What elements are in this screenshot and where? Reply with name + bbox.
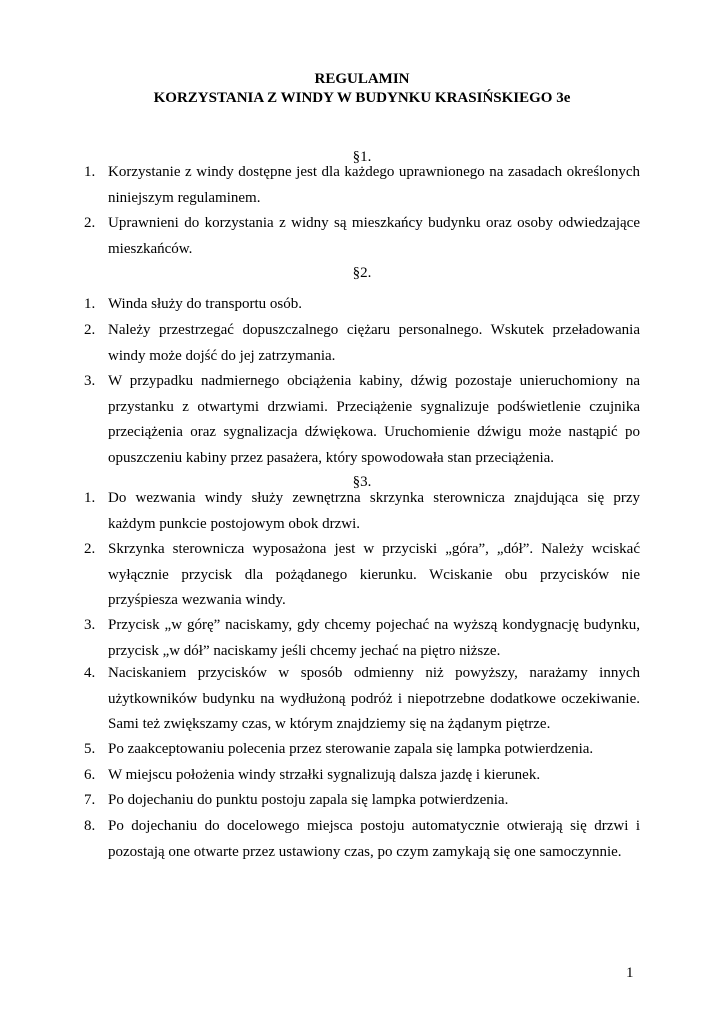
item-number: 2. (84, 215, 96, 231)
item-number: 4. (84, 665, 96, 681)
section-3-item-5 (84, 737, 640, 763)
item-number: 3. (84, 617, 96, 633)
section-1-item-1 (84, 160, 640, 211)
section-1-item-2 (84, 211, 640, 262)
item-number: 2. (84, 541, 96, 557)
section-2-item-3 (84, 369, 640, 471)
section-2-item-2 (84, 318, 640, 369)
item-number: 7. (84, 792, 96, 808)
section-3-item-4 (84, 661, 640, 738)
item-text: Naciskaniem przycisków w sposób odmienny niż powyższy, narażamy innych użytkowników budynku na wydłużoną podróż i niepotrzebne dodatkowe oczekiwanie. Sami też zwiększamy czas, w którym znajdziemy się na żądanym piętrze. (108, 665, 640, 732)
item-number: 1. (84, 164, 96, 180)
item-text: Po zaakceptowaniu polecenia przez sterowanie zapala się lampka potwierdzenia. (108, 741, 594, 757)
section-3-item-1 (84, 486, 640, 537)
section-2-heading: §2. (352, 265, 372, 281)
item-text: W przypadku nadmiernego obciążenia kabiny, dźwig pozostaje unieruchomiony na przystanku z otwartymi drzwiami. Przeciążenie sygnalizuje podświetlenie czujnika przeciążenia oraz sygnalizacja dźwiękowa. Uruchomienie dźwigu może nastąpić po opuszczeniu kabiny przez pasażera, który spowodowała stan przeciążenia. (108, 373, 640, 466)
item-number: 2. (84, 322, 96, 338)
section-3-item-8 (84, 814, 640, 865)
item-number: 1. (84, 490, 96, 506)
item-number: 8. (84, 818, 96, 834)
section-3-item-3 (84, 613, 640, 664)
item-text: Skrzynka sterownicza wyposażona jest w przyciski „góra”, „dół”. Należy wciskać wyłącznie przycisk dla pożądanego kierunku. Wciskanie obu przycisków nie przyśpiesza wezwania windy. (108, 541, 640, 608)
item-number: 6. (84, 767, 96, 783)
item-text: Uprawnieni do korzystania z widny są mieszkańcy budynku oraz osoby odwiedzające mieszkańców. (108, 215, 640, 257)
item-text: Po dojechaniu do docelowego miejsca postoju automatycznie otwierają się drzwi i pozostają one otwarte przez ustawiony czas, po czym zamykają się one samoczynnie. (108, 818, 640, 860)
section-3-heading: §3. (352, 474, 372, 490)
item-number: 5. (84, 741, 96, 757)
section-3-item-7 (84, 788, 640, 814)
page-number: 1 (626, 965, 634, 981)
item-text: Przycisk „w górę” naciskamy, gdy chcemy pojechać na wyższą kondygnację budynku, przycisk „w dół” naciskamy jeśli chcemy jechać na piętro niższe. (108, 617, 640, 659)
item-text: Po dojechaniu do punktu postoju zapala się lampka potwierdzenia. (108, 792, 509, 808)
item-text: Do wezwania windy służy zewnętrzna skrzynka sterownicza znajdująca się przy każdym punkcie postojowym obok drzwi. (108, 490, 640, 532)
item-text: Należy przestrzegać dopuszczalnego ciężaru personalnego. Wskutek przeładowania windy może dojść do jej zatrzymania. (108, 322, 640, 364)
item-number: 1. (84, 296, 96, 312)
section-3-item-6 (84, 763, 640, 789)
item-number: 3. (84, 373, 96, 389)
section-3-item-2 (84, 537, 640, 614)
item-text: Korzystanie z windy dostępne jest dla każdego uprawnionego na zasadach określonych niniejszym regulaminem. (108, 164, 640, 206)
document-title-line2: KORZYSTANIA Z WINDY W BUDYNKU KRASIŃSKIEGO 3e (153, 90, 571, 106)
item-text: Winda służy do transportu osób. (108, 296, 302, 312)
document-title-line1: REGULAMIN (314, 71, 410, 87)
section-1-heading: §1. (352, 149, 372, 165)
item-text: W miejscu położenia windy strzałki sygnalizują dalsza jazdę i kierunek. (108, 767, 541, 783)
section-2-item-1 (84, 292, 640, 318)
